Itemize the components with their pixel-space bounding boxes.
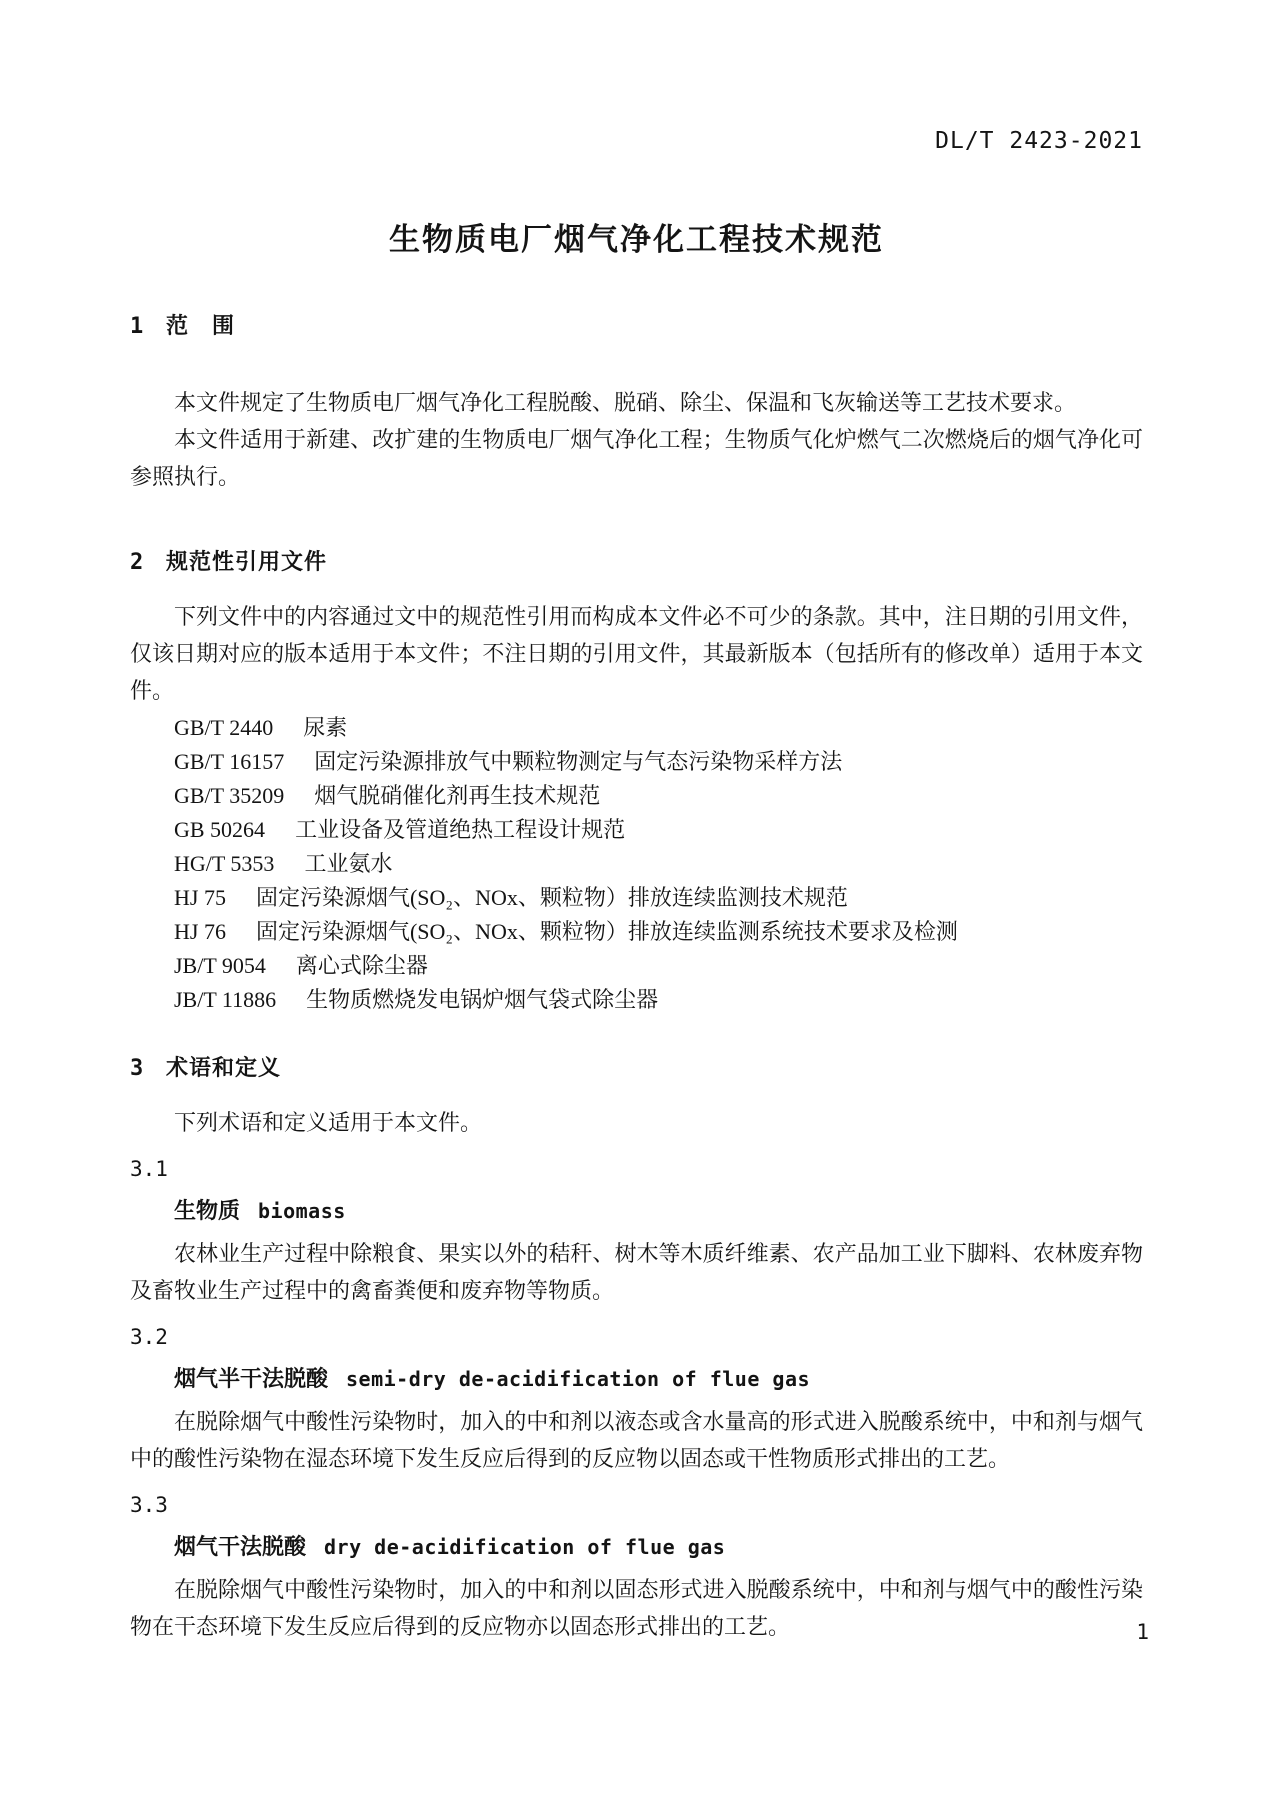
section-2-title: 规范性引用文件 [166,549,328,574]
reference-title: 离心式除尘器 [295,953,428,978]
reference-title: 尿素 [303,715,348,740]
term-heading-3-1 [130,1196,1143,1226]
reference-item [130,915,1143,949]
reference-code: JB/T 9054 [174,953,266,978]
reference-code: GB/T 16157 [174,749,285,774]
section-2-number: 2 [130,550,145,575]
reference-title: 工业设备及管道绝热工程设计规范 [295,817,626,842]
section-1-title: 范 围 [166,313,236,338]
reference-code: HJ 76 [174,919,226,944]
page-number: 1 [1136,1620,1149,1644]
section-3-heading [130,1051,1143,1082]
term-heading-3-2 [130,1364,1143,1394]
section-3-intro: 下列术语和定义适用于本文件。 [174,1110,483,1135]
section-1-number: 1 [130,314,145,339]
reference-title: 烟气脱硝催化剂再生技术规范 [314,783,601,808]
term-definition-3-2: 在脱除烟气中酸性污染物时，加入的中和剂以液态或含水量高的形式进入脱酸系统中，中和剂与烟气中的酸性污染物在湿态环境下发生反应后得到的反应物以固态或干性物质形式排出的工艺。 [130,1409,1143,1471]
reference-code: HG/T 5353 [174,851,275,876]
term-en: semi-dry de-acidification of flue gas [346,1367,811,1391]
term-en: biomass [258,1199,346,1223]
term-definition-3-1: 农林业生产过程中除粮食、果实以外的秸秆、树木等木质纤维素、农产品加工业下脚料、农林废弃物及畜牧业生产过程中的禽畜粪便和废弃物等物质。 [130,1241,1143,1303]
reference-item [130,813,1143,847]
reference-title: 工业氨水 [304,851,393,876]
term-en: dry de-acidification of flue gas [324,1535,726,1559]
reference-code: JB/T 11886 [174,987,277,1012]
section-1-paragraph-2: 本文件适用于新建、改扩建的生物质电厂烟气净化工程；生物质气化炉燃气二次燃烧后的烟气净化可参照执行。 [130,427,1143,489]
section-1-paragraph-1: 本文件规定了生物质电厂烟气净化工程脱酸、脱硝、除尘、保温和飞灰输送等工艺技术要求。 [174,390,1077,415]
term-zh: 烟气干法脱酸 [174,1534,307,1559]
clause-number-3-2: 3.2 [130,1325,168,1349]
reference-item [130,881,1143,915]
reference-item [130,983,1143,1017]
section-3-number: 3 [130,1056,145,1081]
reference-list [130,711,1143,1017]
term-zh: 烟气半干法脱酸 [174,1366,329,1391]
standard-code: DL/T 2423-2021 [935,128,1143,154]
section-1-heading [130,309,1143,340]
reference-code: GB/T 2440 [174,715,274,740]
reference-item [130,745,1143,779]
reference-title: 固定污染源排放气中颗粒物测定与气态污染物采样方法 [314,749,843,774]
clause-number-3-3: 3.3 [130,1493,168,1517]
section-2-heading [130,545,1143,576]
section-2-intro: 下列文件中的内容通过文中的规范性引用而构成本文件必不可少的条款。其中，注日期的引用文件，仅该日期对应的版本适用于本文件；不注日期的引用文件，其最新版本（包括所有的修改单）适用于本文件。 [130,604,1143,703]
reference-code: GB 50264 [174,817,266,842]
reference-code: GB/T 35209 [174,783,285,808]
section-3-title: 术语和定义 [166,1055,282,1080]
reference-item [130,847,1143,881]
reference-item [130,711,1143,745]
term-heading-3-3 [130,1532,1143,1562]
reference-title: 固定污染源烟气(SO₂、NOx、颗粒物）排放连续监测技术规范 [255,885,848,910]
reference-title: 生物质燃烧发电锅炉烟气袋式除尘器 [306,987,659,1012]
term-definition-3-3: 在脱除烟气中酸性污染物时，加入的中和剂以固态形式进入脱酸系统中，中和剂与烟气中的酸性污染物在干态环境下发生反应后得到的反应物亦以固态形式排出的工艺。 [130,1577,1143,1639]
reference-title: 固定污染源烟气(SO₂、NOx、颗粒物）排放连续监测系统技术要求及检测 [255,919,958,944]
page-header [130,128,1143,156]
reference-item [130,949,1143,983]
reference-item [130,779,1143,813]
document-title: 生物质电厂烟气净化工程技术规范 [389,222,884,257]
clause-number-3-1: 3.1 [130,1157,168,1181]
reference-code: HJ 75 [174,885,226,910]
term-zh: 生物质 [174,1198,241,1223]
